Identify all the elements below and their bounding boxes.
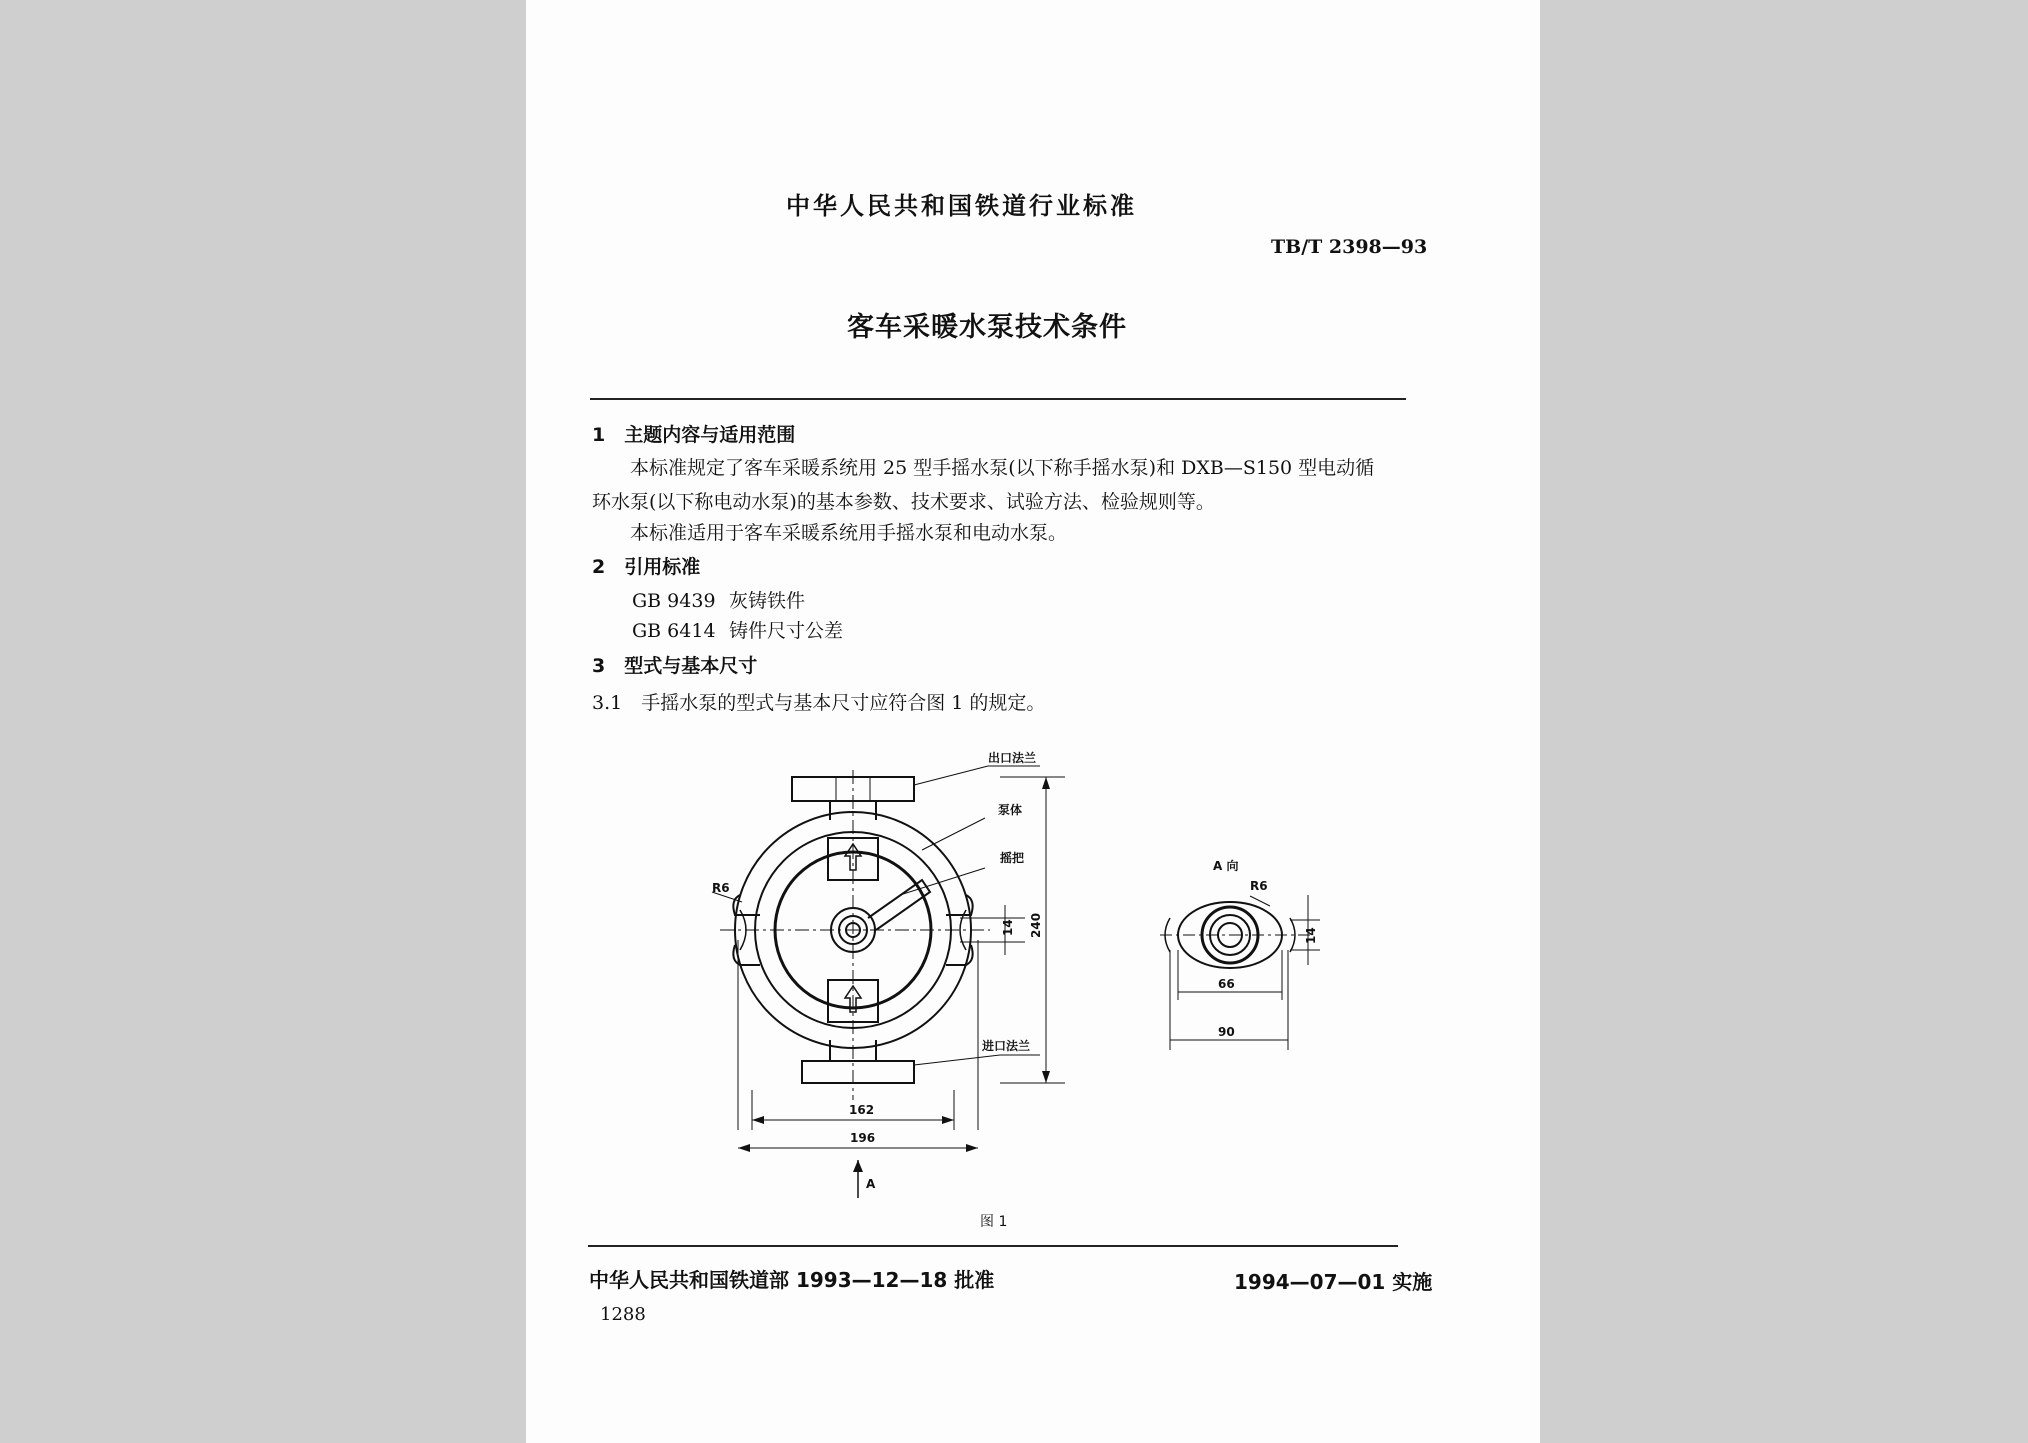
- clause-3-1: 3.1 手摇水泵的型式与基本尺寸应符合图 1 的规定。: [592, 692, 1046, 714]
- section-1-para-1-line-1: 本标准规定了客车采暖系统用 25 型手摇水泵(以下称手摇水泵)和 DXB—S150 型电动循: [630, 457, 1375, 479]
- reference-code: GB 9439: [632, 590, 716, 612]
- dim-162: 162: [849, 1103, 875, 1117]
- standard-code: TB/T 2398—93: [1271, 236, 1428, 258]
- inlet-flange-label: 进口法兰: [982, 1039, 1031, 1053]
- figure-caption: 图 1: [980, 1214, 1008, 1230]
- dim-90: 90: [1218, 1025, 1235, 1039]
- document-title: 客车采暖水泵技术条件: [847, 312, 1127, 343]
- view-a-label: A 向: [1213, 859, 1239, 873]
- dim-66: 66: [1218, 977, 1235, 991]
- section-1-para-1-line-2: 环水泵(以下称电动水泵)的基本参数、技术要求、试验方法、检验规则等。: [592, 491, 1215, 513]
- arrow-a-label: A: [866, 1177, 876, 1191]
- reference-code: GB 6414: [632, 620, 716, 642]
- section-1-heading: 1 主题内容与适用范围: [592, 424, 796, 446]
- approval-line: 中华人民共和国铁道部 1993—12—18 批准: [589, 1268, 995, 1292]
- dim-14-left: 14: [1001, 919, 1015, 936]
- handle-lever: [868, 880, 930, 930]
- section-1-para-2: 本标准适用于客车采暖系统用手摇水泵和电动水泵。: [630, 522, 1068, 544]
- section-3-heading: 3 型式与基本尺寸: [592, 655, 758, 677]
- reference-name: 灰铸铁件: [729, 590, 806, 612]
- issuing-agency: 中华人民共和国铁道行业标准: [786, 192, 1137, 220]
- effective-date: 1994—07—01 实施: [1234, 1270, 1433, 1294]
- page-number: 1288: [600, 1304, 646, 1325]
- pump-body-label: 泵体: [998, 803, 1023, 817]
- outlet-flange-label: 出口法兰: [988, 751, 1037, 765]
- footer-rule: [588, 1245, 1398, 1247]
- reference-name: 铸件尺寸公差: [729, 620, 844, 642]
- dim-196: 196: [850, 1131, 876, 1145]
- r6-right-label: R6: [1250, 879, 1268, 893]
- view-arrow-icon: [853, 1160, 863, 1172]
- r6-left-label: R6: [712, 881, 730, 895]
- section-2-heading: 2 引用标准: [592, 556, 701, 578]
- dim-14-right: 14: [1304, 927, 1318, 944]
- inlet-flange-shape: [802, 1061, 914, 1083]
- handle-label: 摇把: [1000, 851, 1025, 865]
- dim-240: 240: [1029, 912, 1043, 938]
